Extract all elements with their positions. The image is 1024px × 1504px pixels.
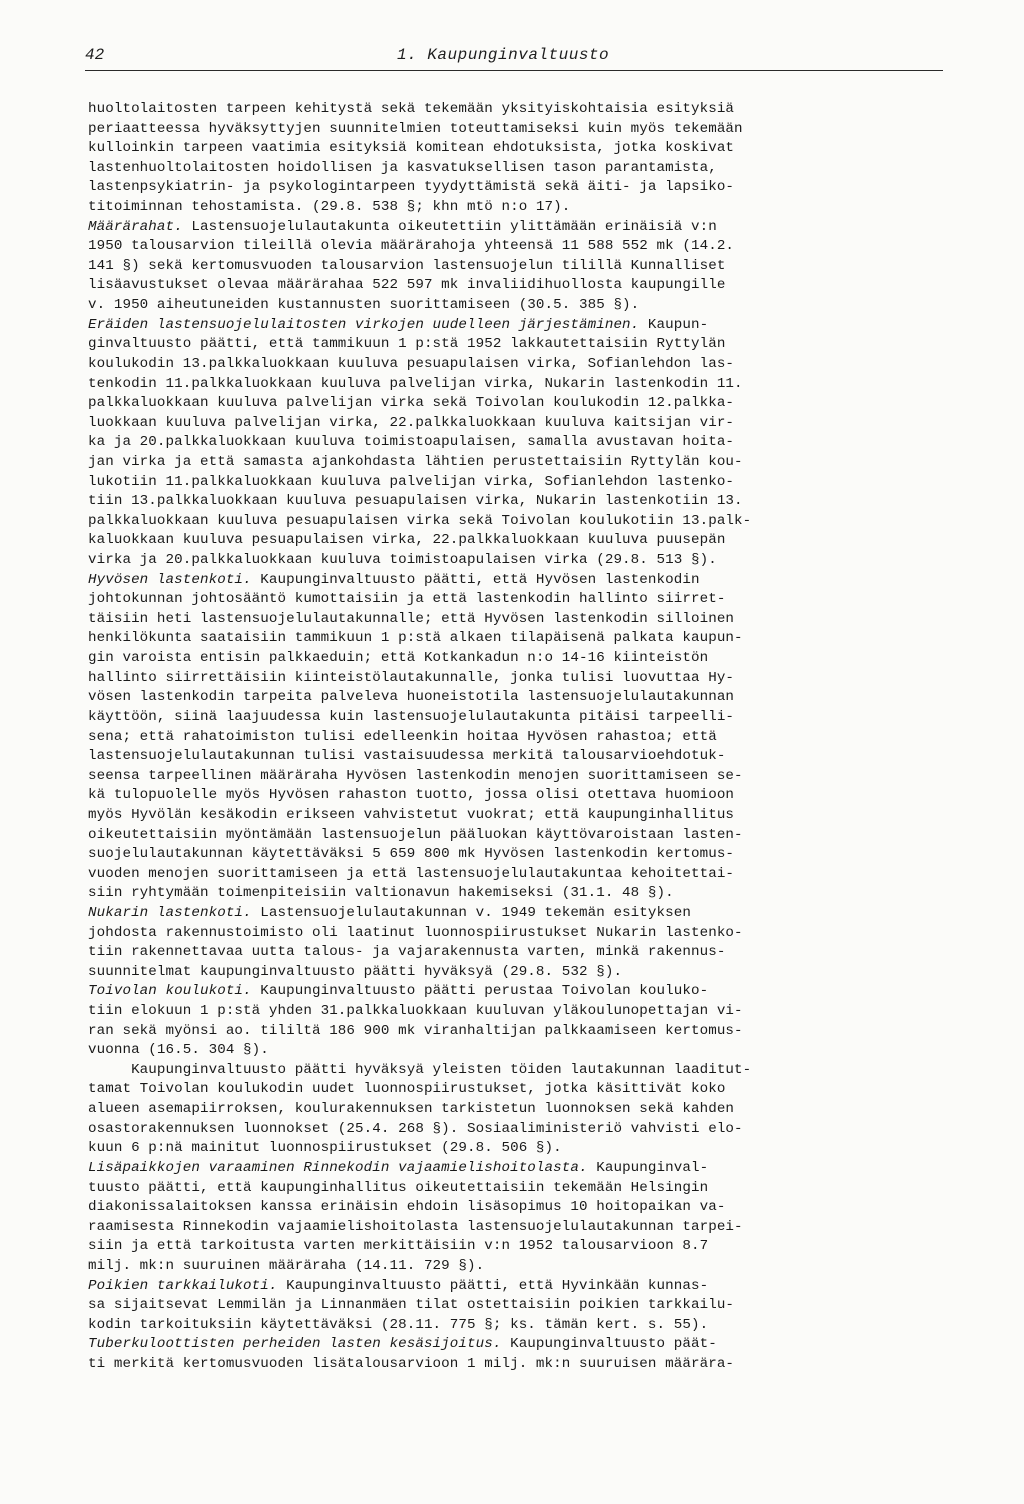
line-text: tiin elokuun 1 p:stä yhden 31.palkkaluokkaan kuuluvan yläkoulunopettajan vi-: [88, 1003, 743, 1020]
text-line: [88, 453, 988, 473]
text-line: [88, 531, 988, 551]
line-text: Kaupunginval-: [587, 1159, 709, 1176]
text-line: [88, 1316, 988, 1336]
line-text: Kaupun-: [639, 316, 709, 333]
text-line: [88, 982, 988, 1002]
section-heading: Lisäpaikkojen varaaminen Rinnekodin vajaamielishoitolasta.: [88, 1159, 588, 1176]
text-line: [88, 1022, 988, 1042]
text-line: [88, 316, 988, 336]
page-header: [85, 46, 945, 72]
line-text: ka ja 20.palkkaluokkaan kuuluva toimistoapulaisen, samalla avustavan hoita-: [88, 434, 735, 451]
line-text: palkkaluokkaan kuuluva pesuapulaisen virka sekä Toivolan koulukotiin 13.palk-: [88, 512, 752, 529]
text-line: [88, 1237, 988, 1257]
text-line: [88, 884, 988, 904]
line-text: lastensuojelulautakunnan tulisi vastaisuudessa merkitä talousarvioehdotuk-: [88, 748, 726, 765]
text-line: [88, 1335, 988, 1355]
line-text: tamat Toivolan koulukodin uudet luonnospiirustukset, jotka käsittivät koko: [88, 1081, 726, 1098]
line-text: tiin 13.palkkaluokkaan kuuluva pesuapulaisen virka, Nukarin lastenkotiin 13.: [88, 493, 743, 510]
text-line: [88, 1041, 988, 1061]
line-text: virka ja 20.palkkaluokkaan kuuluva toimistoapulaisen virka (29.8. 513 §).: [88, 552, 717, 569]
line-text: kaluokkaan kuuluva pesuapulaisen virka, 22.palkkaluokkaan kuuluva puusepän: [88, 532, 726, 549]
text-line: [88, 159, 988, 179]
text-line: [88, 296, 988, 316]
line-text: siin ryhtymään toimenpiteisiin valtionavun hakemiseksi (31.1. 48 §).: [88, 885, 674, 902]
line-text: luokkaan kuuluva palvelijan virka, 22.palkkaluokkaan kuuluva kaitsijan vir-: [88, 414, 735, 431]
line-text: Kaupunginvaltuusto päätti hyväksyä yleisten töiden lautakunnan laaditut-: [88, 1061, 752, 1078]
line-text: johdosta rakennustoimisto oli laatinut luonnospiirustukset Nukarin lastenko-: [88, 924, 743, 941]
text-line: [88, 139, 988, 159]
line-text: tuusto päätti, että kaupunginhallitus oikeutettaisiin tekemään Helsingin: [88, 1179, 709, 1196]
line-text: Kaupunginvaltuusto päätti perustaa Toivolan kouluko-: [251, 983, 709, 1000]
line-text: Kaupunginvaltuusto päätti, että Hyvinkään kunnas-: [277, 1277, 709, 1294]
text-line: [88, 1100, 988, 1120]
line-text: ginvaltuusto päätti, että tammikuun 1 p:stä 1952 lakkautettaisiin Ryttylän: [88, 336, 726, 353]
text-line: [88, 218, 988, 238]
text-line: [88, 276, 988, 296]
running-head: 1. Kaupunginvaltuusto: [397, 46, 610, 64]
line-text: osastorakennuksen luonnokset (25.4. 268 §). Sosiaaliministeriö vahvisti elo-: [88, 1120, 743, 1137]
text-line: [88, 551, 988, 571]
section-heading: Toivolan koulukoti.: [88, 983, 252, 1000]
text-line: [88, 747, 988, 767]
line-text: vuonna (16.5. 304 §).: [88, 1042, 269, 1059]
text-line: [88, 649, 988, 669]
body-text: [88, 100, 988, 1375]
line-text: kuun 6 p:nä mainitut luonnospiirustukset (29.8. 506 §).: [88, 1140, 562, 1157]
line-text: johtokunnan johtosääntö kumottaisiin ja että lastenkodin hallinto siirret-: [88, 591, 726, 608]
line-text: kä tulopuolelle myös Hyvösen rahaston tuotto, jossa olisi otettava huomioon: [88, 787, 735, 804]
line-text: titoiminnan tehostamista. (29.8. 538 §; khn mtö n:o 17).: [88, 199, 571, 216]
text-line: [88, 237, 988, 257]
line-text: suojelulautakunnan käytettäväksi 5 659 800 mk Hyvösen lastenkodin kertomus-: [88, 846, 735, 863]
line-text: lukotiin 11.palkkaluokkaan kuuluva palvelijan virka, Sofianlehdon lastenko-: [88, 473, 735, 490]
line-text: sena; että rahatoimiston tulisi edelleenkin hoitaa Hyvösen rahastoa; että: [88, 728, 717, 745]
text-line: [88, 433, 988, 453]
text-line: [88, 355, 988, 375]
line-text: ran sekä myönsi ao. tililtä 186 900 mk viranhaltijan palkkaamiseen kertomus-: [88, 1022, 743, 1039]
line-text: alueen asemapiirroksen, koulurakennuksen tarkistetun luonnoksen sekä kahden: [88, 1101, 735, 1118]
line-text: suunnitelmat kaupunginvaltuusto päätti hyväksyä (29.8. 532 §).: [88, 963, 623, 980]
line-text: diakonissalaitoksen kanssa erinäisin ehdoin lisäsopimus 10 hoitopaikan va-: [88, 1199, 726, 1216]
text-line: [88, 1257, 988, 1277]
text-line: [88, 1218, 988, 1238]
line-text: palkkaluokkaan kuuluva palvelijan virka sekä Toivolan koulukodin 12.palkka-: [88, 395, 735, 412]
line-text: kulloinkin tarpeen vaatimia esityksiä komitean ehdotuksista, jotka koskivat: [88, 140, 735, 157]
text-line: [88, 414, 988, 434]
text-line: [88, 1277, 988, 1297]
text-line: [88, 708, 988, 728]
line-text: tenkodin 11.palkkaluokkaan kuuluva palvelijan virka, Nukarin lastenkodin 11.: [88, 375, 743, 392]
text-line: [88, 1296, 988, 1316]
text-line: [88, 845, 988, 865]
section-heading: Tuberkuloottisten perheiden lasten kesäsijoitus.: [88, 1336, 502, 1353]
text-line: [88, 178, 988, 198]
text-line: [88, 1120, 988, 1140]
text-line: [88, 924, 988, 944]
line-text: lisäavustukset olevaa määrärahaa 522 597 mk invaliidihuollosta kaupungille: [88, 277, 726, 294]
line-text: gin varoista entisin palkkaeduin; että Kotkankadun n:o 14-16 kiinteistön: [88, 650, 709, 667]
line-text: käyttöön, siinä laajuudessa kuin lastensuojelulautakunta pitäisi tarpeelli-: [88, 708, 735, 725]
line-text: oikeutettaisiin myöntämään lastensuojelun pääluokan käyttövaroistaan lasten-: [88, 826, 743, 843]
text-line: [88, 335, 988, 355]
text-line: [88, 590, 988, 610]
line-text: vuoden menojen suorittamiseen ja että lastensuojelulautakuntaa kehoitettai-: [88, 865, 735, 882]
line-text: 141 §) sekä kertomusvuoden talousarvion lastensuojelun tilillä Kunnalliset: [88, 257, 726, 274]
text-line: [88, 571, 988, 591]
line-text: tiin rakennettavaa uutta talous- ja vajarakennusta varten, minkä rakennus-: [88, 944, 726, 961]
text-line: [88, 198, 988, 218]
text-line: [88, 826, 988, 846]
line-text: milj. mk:n suuruinen määräraha (14.11. 729 §).: [88, 1257, 485, 1274]
text-line: [88, 492, 988, 512]
line-text: täisiin heti lastensuojelulautakunnalle; että Hyvösen lastenkodin silloinen: [88, 610, 735, 627]
section-heading: Nukarin lastenkoti.: [88, 904, 252, 921]
text-line: [88, 473, 988, 493]
line-text: lastenpsykiatrin- ja psykologintarpeen tyydyttämistä sekä äiti- ja lapsiko-: [88, 179, 735, 196]
text-line: [88, 1139, 988, 1159]
line-text: huoltolaitosten tarpeen kehitystä sekä tekemään yksityiskohtaisia esityksiä: [88, 101, 735, 117]
text-line: [88, 728, 988, 748]
text-line: [88, 865, 988, 885]
text-line: [88, 767, 988, 787]
text-line: [88, 786, 988, 806]
text-line: [88, 669, 988, 689]
header-rule: [85, 70, 943, 71]
line-text: vösen lastenkodin tarpeita palveleva huoneistotila lastensuojelulautakunnan: [88, 689, 735, 706]
line-text: jan virka ja että samasta ajankohdasta lähtien perustettaisiin Ryttylän kou-: [88, 453, 743, 470]
text-line: [88, 100, 988, 120]
line-text: periaatteessa hyväksyttyjen suunnitelmien toteuttamiseksi kuin myös tekemään: [88, 120, 743, 137]
text-line: [88, 375, 988, 395]
text-line: [88, 688, 988, 708]
section-heading: Eräiden lastensuojelulaitosten virkojen uudelleen järjestäminen.: [88, 316, 640, 333]
text-line: [88, 1061, 988, 1081]
section-heading: Poikien tarkkailukoti.: [88, 1277, 278, 1294]
text-line: [88, 120, 988, 140]
line-text: henkilökunta saataisiin tammikuun 1 p:stä alkaen tilapäisenä palkata kaupun-: [88, 630, 743, 647]
line-text: Lastensuojelulautakunnan v. 1949 tekemän esityksen: [251, 904, 691, 921]
line-text: Kaupunginvaltuusto päät-: [501, 1336, 717, 1353]
text-line: [88, 1198, 988, 1218]
text-line: [88, 1179, 988, 1199]
text-line: [88, 1002, 988, 1022]
line-text: koulukodin 13.palkkaluokkaan kuuluva pesuapulaisen virka, Sofianlehdon las-: [88, 355, 735, 372]
text-line: [88, 963, 988, 983]
line-text: ti merkitä kertomusvuoden lisätalousarvioon 1 milj. mk:n suuruisen määrära-: [88, 1356, 735, 1372]
line-text: lastenhuoltolaitosten hoidollisen ja kasvatuksellisen tason parantamista,: [88, 159, 717, 176]
text-line: [88, 512, 988, 532]
line-text: raamisesta Rinnekodin vajaamielishoitolasta lastensuojelulautakunnan tarpei-: [88, 1218, 743, 1235]
text-line: [88, 806, 988, 826]
line-text: v. 1950 aiheutuneiden kustannusten suorittamiseen (30.5. 385 §).: [88, 297, 640, 314]
text-line: [88, 394, 988, 414]
line-text: hallinto siirrettäisiin kiinteistölautakunnalle, jonka tulisi luovuttaa Hy-: [88, 669, 735, 686]
section-heading: Määrärahat.: [88, 218, 183, 235]
line-text: Lastensuojelulautakunta oikeutettiin ylittämään erinäisiä v:n: [182, 218, 717, 235]
line-text: 1950 talousarvion tileillä olevia määrärahoja yhteensä 11 588 552 mk (14.2.: [88, 238, 735, 255]
text-line: [88, 610, 988, 630]
line-text: myös Hyvölän kesäkodin erikseen vahvistetut vuokrat; että kaupunginhallitus: [88, 806, 735, 823]
line-text: siin ja että tarkoitusta varten merkittäisiin v:n 1952 talousarvioon 8.7: [88, 1238, 709, 1255]
text-line: [88, 904, 988, 924]
text-line: [88, 1355, 988, 1375]
line-text: seensa tarpeellinen määräraha Hyvösen lastenkodin menojen suorittamiseen se-: [88, 767, 743, 784]
text-line: [88, 257, 988, 277]
text-line: [88, 943, 988, 963]
text-line: [88, 629, 988, 649]
text-line: [88, 1159, 988, 1179]
page-number: 42: [85, 46, 105, 64]
text-line: [88, 1080, 988, 1100]
line-text: sa sijaitsevat Lemmilän ja Linnanmäen tilat ostettaisiin poikien tarkkailu-: [88, 1297, 735, 1314]
section-heading: Hyvösen lastenkoti.: [88, 571, 252, 588]
line-text: kodin tarkoituksiin käytettäväksi (28.11. 775 §; ks. tämän kert. s. 55).: [88, 1316, 709, 1333]
line-text: Kaupunginvaltuusto päätti, että Hyvösen lastenkodin: [251, 571, 700, 588]
